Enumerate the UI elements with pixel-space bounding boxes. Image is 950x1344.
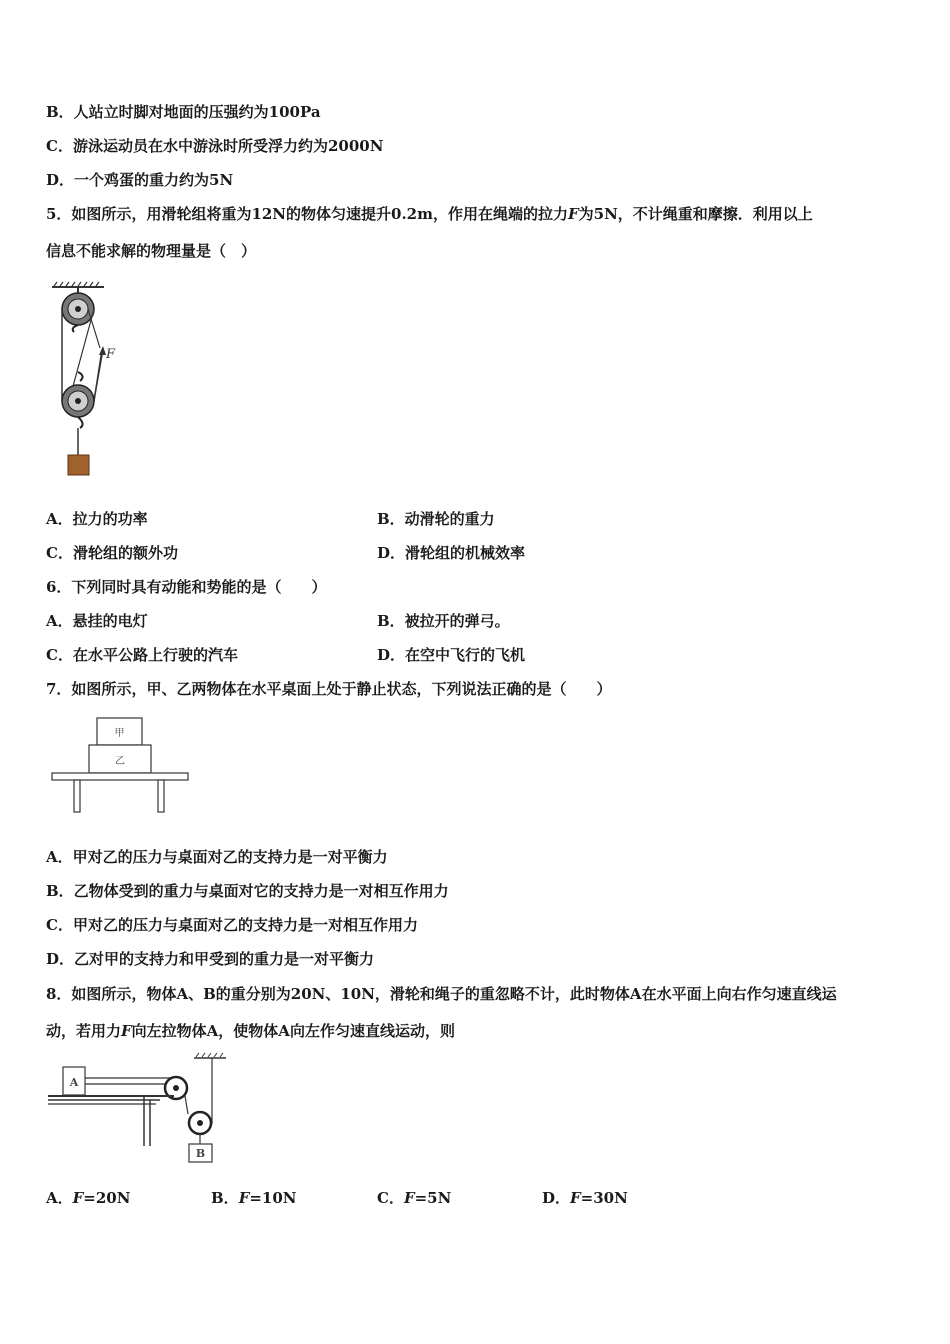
q8-pulley-diagram: [46, 1052, 226, 1168]
q4-option-d: D．一个鸡蛋的重力约为5N: [46, 171, 234, 189]
q5-pulley-diagram: [46, 280, 136, 480]
q8-stem-force-var: F: [121, 1022, 132, 1040]
q6-option-d: D．在空中飞行的飞机: [377, 646, 526, 664]
q6-option-c: C．在水平公路上行驶的汽车: [46, 646, 238, 664]
ceiling-mount: [52, 282, 104, 287]
q5-option-b: B．动滑轮的重力: [377, 510, 495, 528]
q8-stem-text-b: 向左拉物体A，使物体A向左作匀速直线运动，则: [131, 1022, 455, 1040]
q4-option-c: C．游泳运动员在水中游泳时所受浮力约为2000N: [46, 137, 384, 155]
q6-option-b: B．被拉开的弹弓。: [377, 612, 510, 630]
q5-stem-text-a: 5．如图所示，用滑轮组将重为12N的物体匀速提升0.2m，作用在绳端的拉力: [46, 205, 568, 223]
force-label: F: [106, 347, 116, 362]
weight-block: [68, 455, 89, 475]
force-arrow: [94, 346, 116, 401]
block-yi-label: 乙: [115, 756, 125, 767]
q4-option-b: B．人站立时脚对地面的压强约为100Pa: [46, 103, 321, 121]
q5-stem-line2: 信息不能求解的物理量是（ ）: [46, 242, 257, 260]
q7-table-diagram: [46, 712, 196, 818]
q8-stem-line1: 8．如图所示，物体A、B的重分别为20N、10N，滑轮和绳子的重忽略不计，此时物体A在水平面上向右作匀速直线运: [46, 985, 837, 1003]
q7-option-b: B．乙物体受到的重力与桌面对它的支持力是一对相互作用力: [46, 882, 449, 900]
q5-stem-text-b: 为5N，不计绳重和摩擦．利用以上: [578, 205, 813, 223]
q7-option-d: D．乙对甲的支持力和甲受到的重力是一对平衡力: [46, 950, 375, 968]
q5-stem-line1: [46, 204, 813, 224]
table-leg-right: [158, 780, 164, 812]
q7-option-a: A．甲对乙的压力与桌面对乙的支持力是一对平衡力: [46, 848, 388, 866]
q6-option-a: A．悬挂的电灯: [46, 612, 148, 630]
movable-pulley: [62, 372, 94, 455]
q7-option-c: C．甲对乙的压力与桌面对乙的支持力是一对相互作用力: [46, 916, 418, 934]
q8-stem-text-a: 动，若用力: [46, 1022, 122, 1040]
movable-pulley: [189, 1112, 211, 1144]
block-jia-label: 甲: [114, 728, 125, 739]
q6-stem: 6．下列同时具有动能和势能的是（ ）: [46, 578, 327, 596]
ceiling-mount: [194, 1053, 226, 1058]
box-a-label: A: [69, 1076, 79, 1089]
q5-option-d: D．滑轮组的机械效率: [377, 544, 526, 562]
q5-stem-force-var: F: [568, 205, 579, 223]
q8-option-d: D．F=30N: [542, 1189, 628, 1207]
q8-stem-line2: [46, 1021, 455, 1041]
table-leg-left: [74, 780, 80, 812]
horizontal-table: [48, 1096, 164, 1146]
fixed-pulley: [164, 1077, 187, 1099]
q8-option-b: B．F=10N: [211, 1189, 297, 1207]
q8-option-a: A．F=20N: [46, 1189, 131, 1207]
q8-option-c: C．F=5N: [377, 1189, 452, 1207]
q5-option-a: A．拉力的功率: [46, 510, 148, 528]
table-top: [52, 773, 188, 780]
q7-stem: 7．如图所示，甲、乙两物体在水平桌面上处于静止状态，下列说法正确的是（ ）: [46, 680, 612, 698]
q5-option-c: C．滑轮组的额外功: [46, 544, 178, 562]
box-b-label: B: [195, 1147, 206, 1160]
